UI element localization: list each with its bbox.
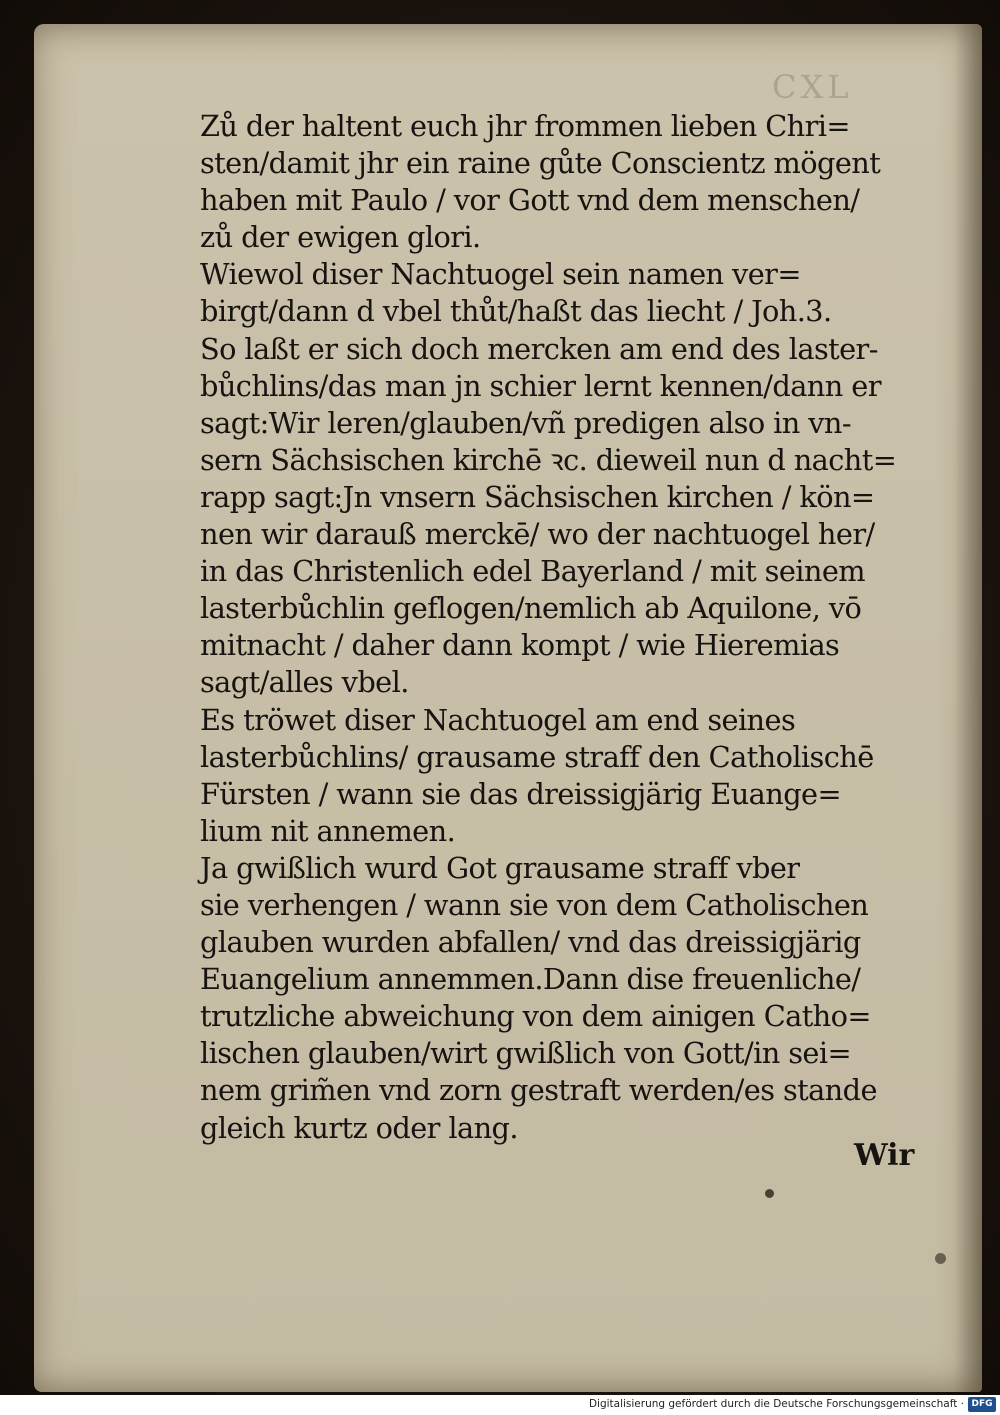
text-line: birgt/dann d vbel thůt/haßt das liecht / Joh.3.: [200, 294, 832, 329]
text-line: sern Sächsischen kirchē ꝛc. dieweil nun d nacht=: [200, 442, 897, 477]
footer-credit: Digitalisierung gefördert durch die Deutsche Forschungsgemeinschaft ·: [588, 1398, 964, 1410]
text-line: sten/damit jhr ein raine gůte Conscientz mögent: [200, 146, 881, 181]
text-line: nen wir darauß merckē/ wo der nachtuogel her/: [200, 517, 875, 552]
text-line: trutzliche abweichung von dem ainigen Catho=: [200, 999, 871, 1034]
dfg-logo: DFG: [968, 1397, 996, 1412]
catchword: Wir: [854, 1138, 915, 1173]
text-line: Zů der haltent euch jhr frommen lieben Chri=: [200, 109, 850, 143]
text-line: Euangelium annemmen.Dann dise freuenliche/: [200, 962, 861, 997]
footer-bar: [0, 1395, 1000, 1415]
text-line: Es tröwet diser Nachtuogel am end seines: [200, 702, 796, 737]
text-line: mitnacht / daher dann kompt / wie Hieremias: [200, 628, 840, 663]
text-line: nem grim̃en vnd zorn gestraft werden/es stande: [200, 1073, 877, 1108]
text-line: rapp sagt:Jn vnsern Sächsischen kirchen / kön=: [200, 479, 875, 514]
text-line: Ja gwißlich wurd Got grausame straff vber: [200, 850, 800, 885]
text-line: Wiewol diser Nachtuogel sein namen ver=: [200, 257, 801, 292]
text-line: sie verhengen / wann sie von dem Catholischen: [200, 887, 869, 922]
running-head: CXL: [772, 68, 853, 106]
text-line: bůchlins/das man jn schier lernt kennen/dann er: [200, 368, 881, 403]
ink-spot: [935, 1253, 946, 1264]
text-line: lischen glauben/wirt gwißlich von Gott/in sei=: [200, 1036, 851, 1071]
text-line: in das Christenlich edel Bayerland / mit seinem: [200, 554, 866, 589]
text-line: lasterbůchlins/ grausame straff den Catholischē: [200, 739, 874, 774]
text-line: haben mit Paulo / vor Gott vnd dem menschen/: [200, 183, 860, 218]
text-line: lium nit annemen.: [200, 813, 456, 848]
text-line: zů der ewigen glori.: [200, 220, 481, 255]
text-line: glauben wurden abfallen/ vnd das dreissigjärig: [200, 925, 861, 960]
text-line: sagt:Wir leren/glauben/vñ predigen also in vn-: [200, 405, 852, 440]
text-line: So laßt er sich doch mercken am end des laster-: [200, 331, 878, 366]
text-line: lasterbůchlin geflogen/nemlich ab Aquilone, vō: [200, 591, 862, 626]
ink-spot: [765, 1189, 774, 1198]
text-block: [200, 108, 940, 1147]
text-line: sagt/alles vbel.: [200, 665, 409, 700]
text-line: Fürsten / wann sie das dreissigjärig Euange=: [200, 776, 842, 811]
text-line: gleich kurtz oder lang.: [200, 1110, 518, 1145]
